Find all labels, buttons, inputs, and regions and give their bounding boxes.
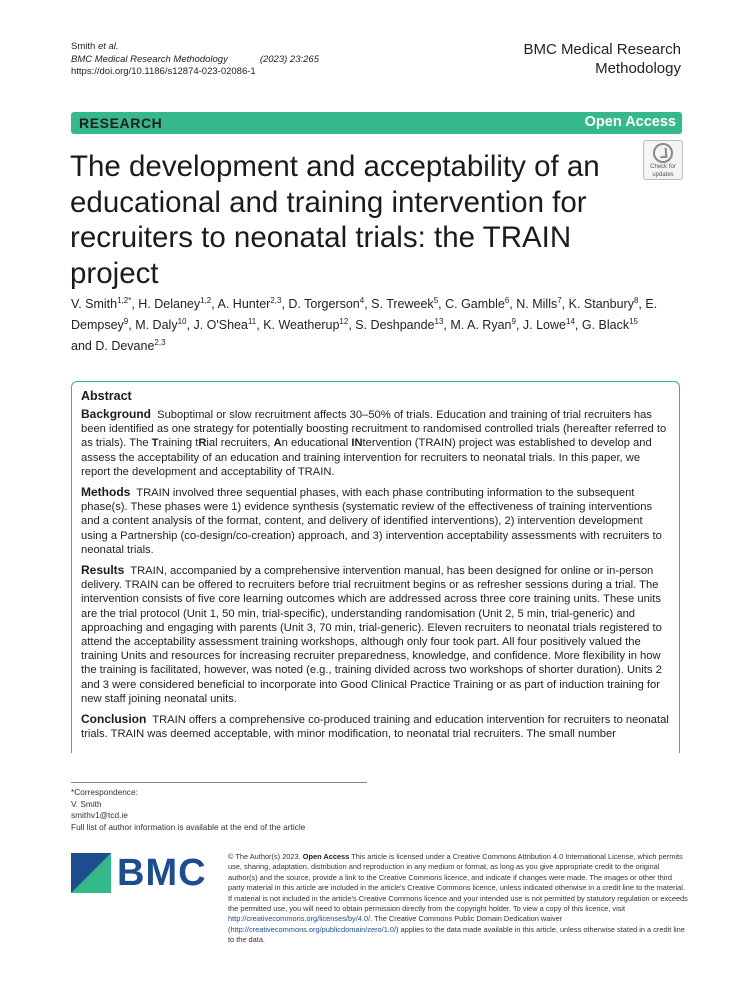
header-citation: BMC Medical Research Methodology (2023) 23:265 [71,53,319,65]
author: C. Gamble$^6$ [445,296,510,312]
article-type-band [71,112,682,134]
bmc-logo [71,853,216,893]
author: M. Daly$^{10}$ [135,317,187,333]
article-title: The development and acceptability of an educational and training intervention for recruiters to neonatal trials: the TRAIN project [70,150,600,290]
abstract-background: Background Suboptimal or slow recruitment affects 30–50% of trials. Education and training of trial recruiters has been identified as one strategy for potentially boosting recruitment to randomised controlled trials (hereafter referred to as trials). The Training tRial recruiters, An educational INtervention (TRAIN) project was established to develop and assess the acceptability of an education and training intervention for recruiters to neonatal trials. In this paper, we report the development and acceptability of TRAIN. [81,407,667,478]
author: V. Smith$^{1,2*}$ [71,296,132,312]
correspondence-email[interactable]: smithv1@tcd.ie [71,810,128,820]
author: N. Mills$^7$ [516,296,562,312]
public-domain-link[interactable]: http://creativecommons.org/publicdomain/zero/1.0/ [230,924,397,934]
author: S. Deshpande$^{13}$ [355,317,444,333]
author: D. Torgerson$^4$ [288,296,365,312]
bmc-logo-icon [71,853,111,893]
abstract-box [71,381,680,753]
check-for-updates-badge[interactable]: Check for updates [643,140,683,180]
correspondence-note: *Correspondence: V. Smith smithv1@tcd.ie Full list of author information is available at the end of the article [71,787,306,832]
author: J. O'Shea$^{11}$ [193,317,257,333]
author: K. Weatherup$^{12}$ [263,317,349,333]
abstract-results: Results TRAIN, accompanied by a comprehensive intervention manual, has been designed for online or in-person delivery. TRAIN can be offered to recruiters before trial recruitment begins or as refresher sessions during a trial. The intervention consists of five core learning outcomes which are addressed across three core training units. These units are the trial protocol (Unit 1, 50 min, trial-specific), understanding randomisation (Unit 2, 5 min, trial-generic) and approaching and engaging with parents (Unit 3, 70 min, trial-generic). Eleven recruiters to neonatal trials registered to attend the acceptability assessment training workshops, although only four took part. All four positively valued the training Units and resources for increasing recruiter preparedness, knowledge, and confidence. More flexibility in how the training is facilitated, however, was noted (e.g., training divided across two workshops of shorter duration). Units 2 and 3 were considered beneficial to incorporate into Good Clinical Practice Training or as part of induction training for new staff joining neonatal units. [81,563,662,705]
author: K. Stanbury$^8$ [568,296,639,312]
abstract-methods: Methods TRAIN involved three sequential phases, with each phase contributing information to the subsequent phase(s). These phases were 1) evidence synthesis (systematic review of the effectiveness of training interventions and a content analysis of the format, content, and delivery of identified interventions), 2) intervention development using a Partnership (co-design/co-creation) approach, and 3) intervention acceptability assessments with recruiters to neonatal trials. [81,485,662,556]
running-header [71,41,319,79]
author: D. Devane$^{2,3}$ [95,338,166,354]
check-for-updates-icon [653,143,673,163]
abstract-conclusion: Conclusion TRAIN offers a comprehensive co-produced training and education intervention for recruiters to neonatal trials. TRAIN was deemed acceptable, with minor modification, to neonatal trial recruiters. The small number [81,712,669,741]
header-author: Smith et al. [71,41,119,52]
license-link[interactable]: http://creativecommons.org/licenses/by/4.0/ [228,914,371,924]
article-type-label: RESEARCH [79,115,163,131]
open-access-label: Open Access [584,114,676,130]
bmc-logo-text: BMC [117,852,207,894]
author: M. A. Ryan$^9$ [450,317,516,333]
author: G. Black$^{15}$ [581,317,639,333]
abstract-heading: Abstract [81,389,132,403]
journal-title: BMC Medical Research Methodology [523,41,681,77]
author: E. Dempsey$^9$ [71,297,658,333]
footnote-divider [71,782,367,783]
header-doi[interactable]: https://doi.org/10.1186/s12874-023-02086-1 [71,66,256,77]
author-list: V. Smith$^{1,2*}$, H. Delaney$^{1,2}$, A. Hunter$^{2,3}$, D. Torgerson$^4$, S. Treweek$^5$, C. Gamble$^6$, N. Mills$^7$, K. Stanbury$^8$, E. Dempsey$^9$, M. Daly$^{10}$, J. O'Shea$^{11}$, K. Weatherup$^{12}$, S. Deshpande$^{13}$, M. A. Ryan$^9$, J. Lowe$^{14}$, G. Black$^{15}$ and D. Devane$^{2,3}$ [71,296,658,354]
author: H. Delaney$^{1,2}$ [138,296,212,312]
author: A. Hunter$^{2,3}$ [217,296,282,312]
author: J. Lowe$^{14}$ [522,317,575,333]
author: S. Treweek$^5$ [371,296,439,312]
license-statement: © The Author(s) 2023. Open Access This article is licensed under a Creative Commons Attribution 4.0 International License, which permits use, sharing, adaptation, distribution and reproduction in any medium or format, as long as you give appropriate credit to the original author(s) and the source, provide a link to the Creative Commons licence, and indicate if changes were made. The images or other third party material in this article are included in the article's Creative Commons licence, unless indicated otherwise in a credit line to the material. If material is not included in the article's Creative Commons licence and your intended use is not permitted by statutory regulation or exceeds the permitted use, you will need to obtain permission directly from the copyright holder. To view a copy of this licence, visit http://creativecommons.org/licenses/by/4.0/. The Creative Commons Public Domain Dedication waiver (http://creativecommons.org/publicdomain/zero/1.0/) applies to the data made available in this article, unless otherwise stated in a credit line to the data. [228,852,688,945]
